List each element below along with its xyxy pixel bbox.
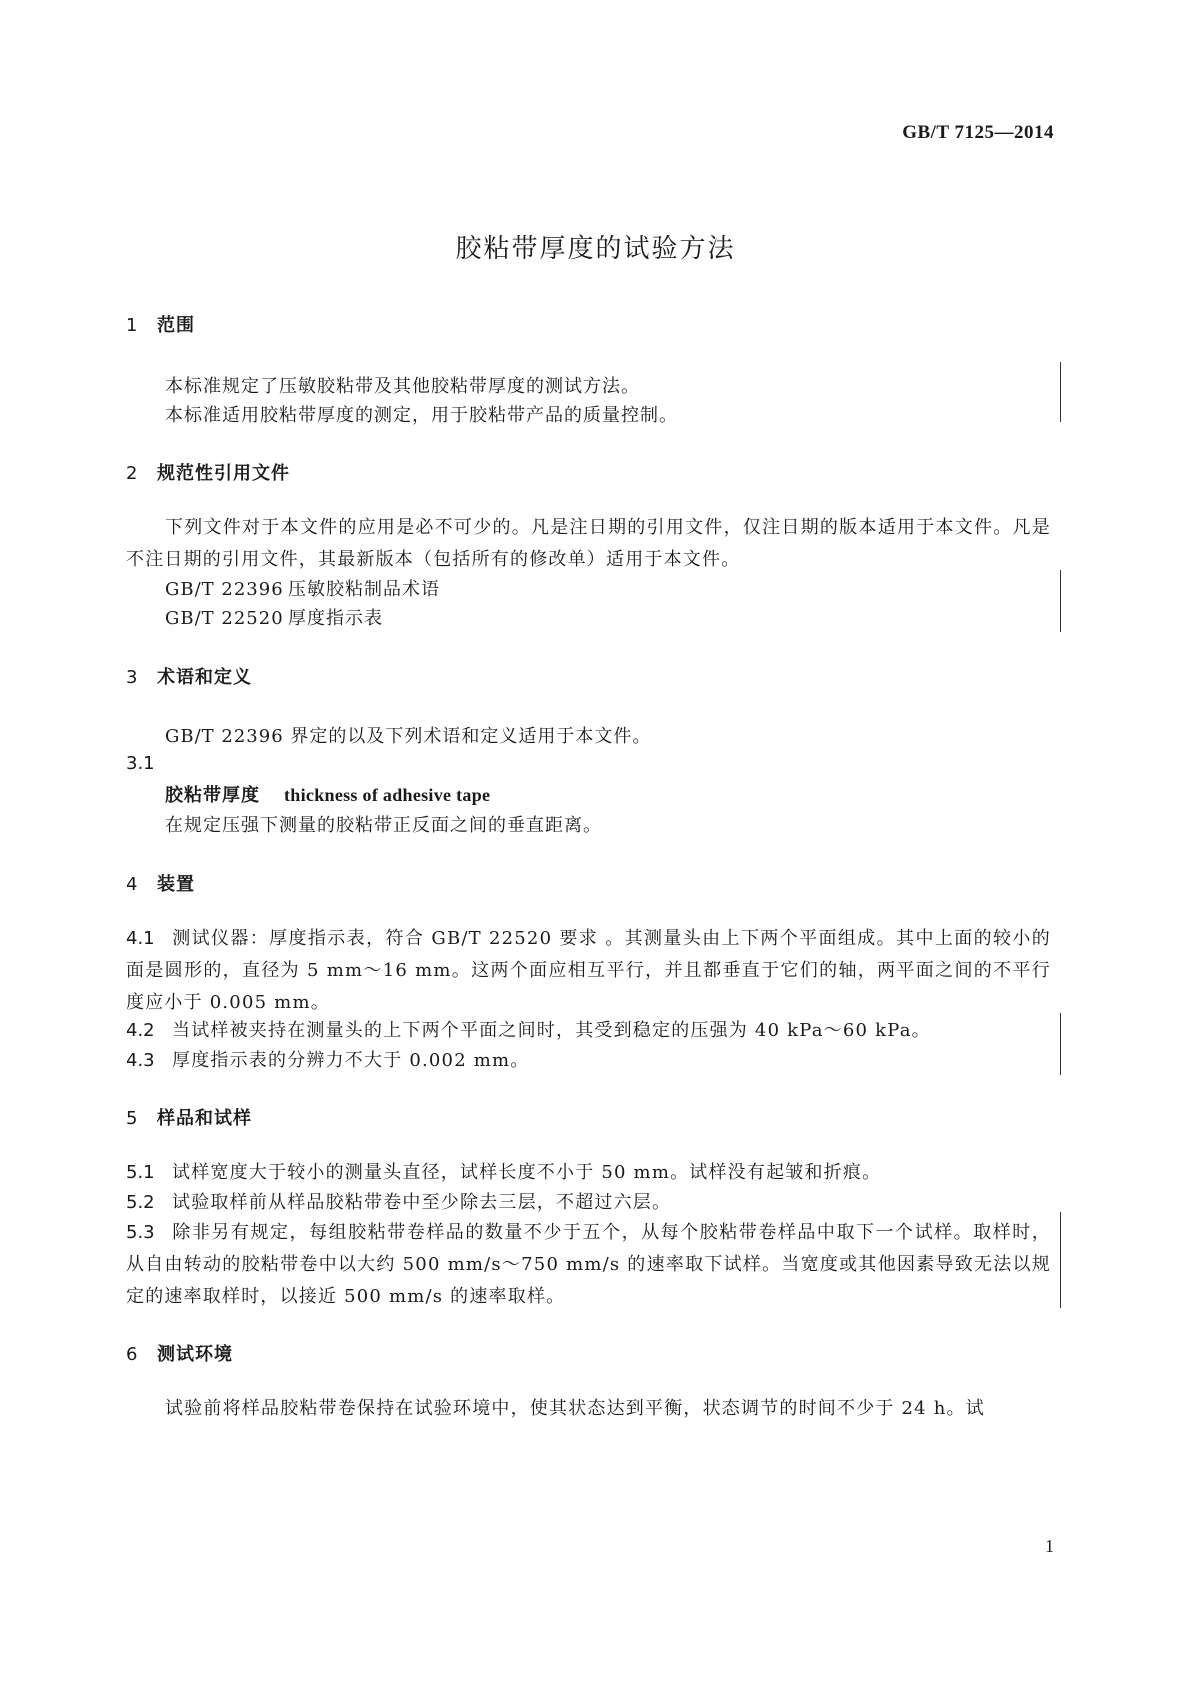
document-title: 胶粘带厚度的试验方法: [455, 234, 736, 264]
term-chinese: 胶粘带厚度: [165, 785, 260, 806]
reference-code: GB/T 22396: [165, 579, 284, 600]
term-entry: [165, 781, 490, 807]
clause-4-3: [126, 1045, 1051, 1077]
paragraph: GB/T 22396 界定的以及下列术语和定义适用于本文件。: [165, 726, 652, 747]
clause-text: 试样宽度大于较小的测量头直径，试样长度不小于 50 mm。试样没有起皱和折痕。: [172, 1162, 882, 1183]
clause-text: 试验取样前从样品胶粘带卷中至少除去三层，不超过六层。: [172, 1192, 672, 1213]
clause-number: 4.2: [126, 1020, 155, 1041]
reference-name: 厚度指示表: [288, 608, 383, 629]
change-bar: [1060, 362, 1061, 422]
section-title: 装置: [157, 874, 195, 895]
section-number: 6: [126, 1344, 139, 1365]
section-6-heading: [126, 1340, 233, 1366]
paragraph: 下列文件对于本文件的应用是必不可少的。凡是注日期的引用文件，仅注日期的版本适用于本文件。凡是不注日期的引用文件，其最新版本（包括所有的修改单）适用于本文件。: [126, 517, 1051, 570]
section-4-heading: [126, 870, 195, 896]
section-title: 术语和定义: [157, 667, 252, 688]
standard-code: GB/T 7125—2014: [902, 122, 1054, 143]
section-number: 4: [126, 874, 139, 895]
change-bar: [1060, 570, 1061, 632]
section-title: 测试环境: [157, 1344, 233, 1365]
clause-number: 5.1: [126, 1162, 155, 1183]
page-number: 1: [1045, 1536, 1054, 1556]
section-5-heading: [126, 1104, 252, 1130]
clause-text: 除非另有规定，每组胶粘带卷样品的数量不少于五个，从每个胶粘带卷样品中取下一个试样。取样时，从自由转动的胶粘带卷中以大约 500 mm/s～750 mm/s 的速率取下试样。当宽度或其他因素导致无法以规定的速率取样时，以接近 500 mm/s 的速率取样。: [126, 1222, 1051, 1307]
clause-5-2: [126, 1187, 1051, 1219]
section-number: 3: [126, 667, 139, 688]
section-number: 5: [126, 1108, 139, 1129]
term-definition: 在规定压强下测量的胶粘带正反面之间的垂直距离。: [165, 815, 602, 836]
paragraph: 本标准规定了压敏胶粘带及其他胶粘带厚度的测试方法。: [165, 376, 640, 397]
section-1-heading: [126, 311, 195, 337]
normative-reference: [165, 604, 383, 630]
clause-number: 5.3: [126, 1222, 155, 1243]
section-number: 2: [126, 463, 139, 484]
section-title: 规范性引用文件: [157, 463, 290, 484]
clause-4-2: [126, 1015, 1051, 1047]
reference-code: GB/T 22520: [165, 608, 284, 629]
clause-text: 测试仪器：厚度指示表，符合 GB/T 22520 要求 。其测量头由上下两个平面组成。其中上面的较小的面是圆形的，直径为 5 mm～16 mm。这两个面应相互平行，并且都垂直于它们的轴，两平面之间的不平行度应小于 0.005 mm。: [126, 928, 1051, 1013]
section-number: 1: [126, 315, 139, 336]
section-2-heading: [126, 459, 290, 485]
term-number: 3.1: [126, 753, 155, 774]
section-title: 范围: [157, 315, 195, 336]
change-bar: [1060, 1212, 1061, 1308]
section-title: 样品和试样: [157, 1108, 252, 1129]
section-3-heading: [126, 663, 252, 689]
change-bar: [1060, 1013, 1061, 1075]
clause-4-1: [126, 923, 1051, 1019]
clause-5-3: [126, 1217, 1051, 1313]
paragraph: 试验前将样品胶粘带卷保持在试验环境中，使其状态达到平衡，状态调节的时间不少于 24 h。试: [165, 1398, 985, 1419]
clause-number: 4.1: [126, 928, 155, 949]
reference-name: 压敏胶粘制品术语: [288, 579, 440, 600]
clause-number: 5.2: [126, 1192, 155, 1213]
term-english: thickness of adhesive tape: [284, 785, 491, 805]
clause-number: 4.3: [126, 1050, 155, 1071]
clause-text: 厚度指示表的分辨力不大于 0.002 mm。: [172, 1050, 530, 1071]
clause-5-1: [126, 1157, 1051, 1189]
clause-text: 当试样被夹持在测量头的上下两个平面之间时，其受到稳定的压强为 40 kPa～60 kPa。: [172, 1020, 931, 1041]
paragraph: 本标准适用胶粘带厚度的测定，用于胶粘带产品的质量控制。: [165, 405, 678, 426]
normative-reference: [165, 575, 440, 601]
